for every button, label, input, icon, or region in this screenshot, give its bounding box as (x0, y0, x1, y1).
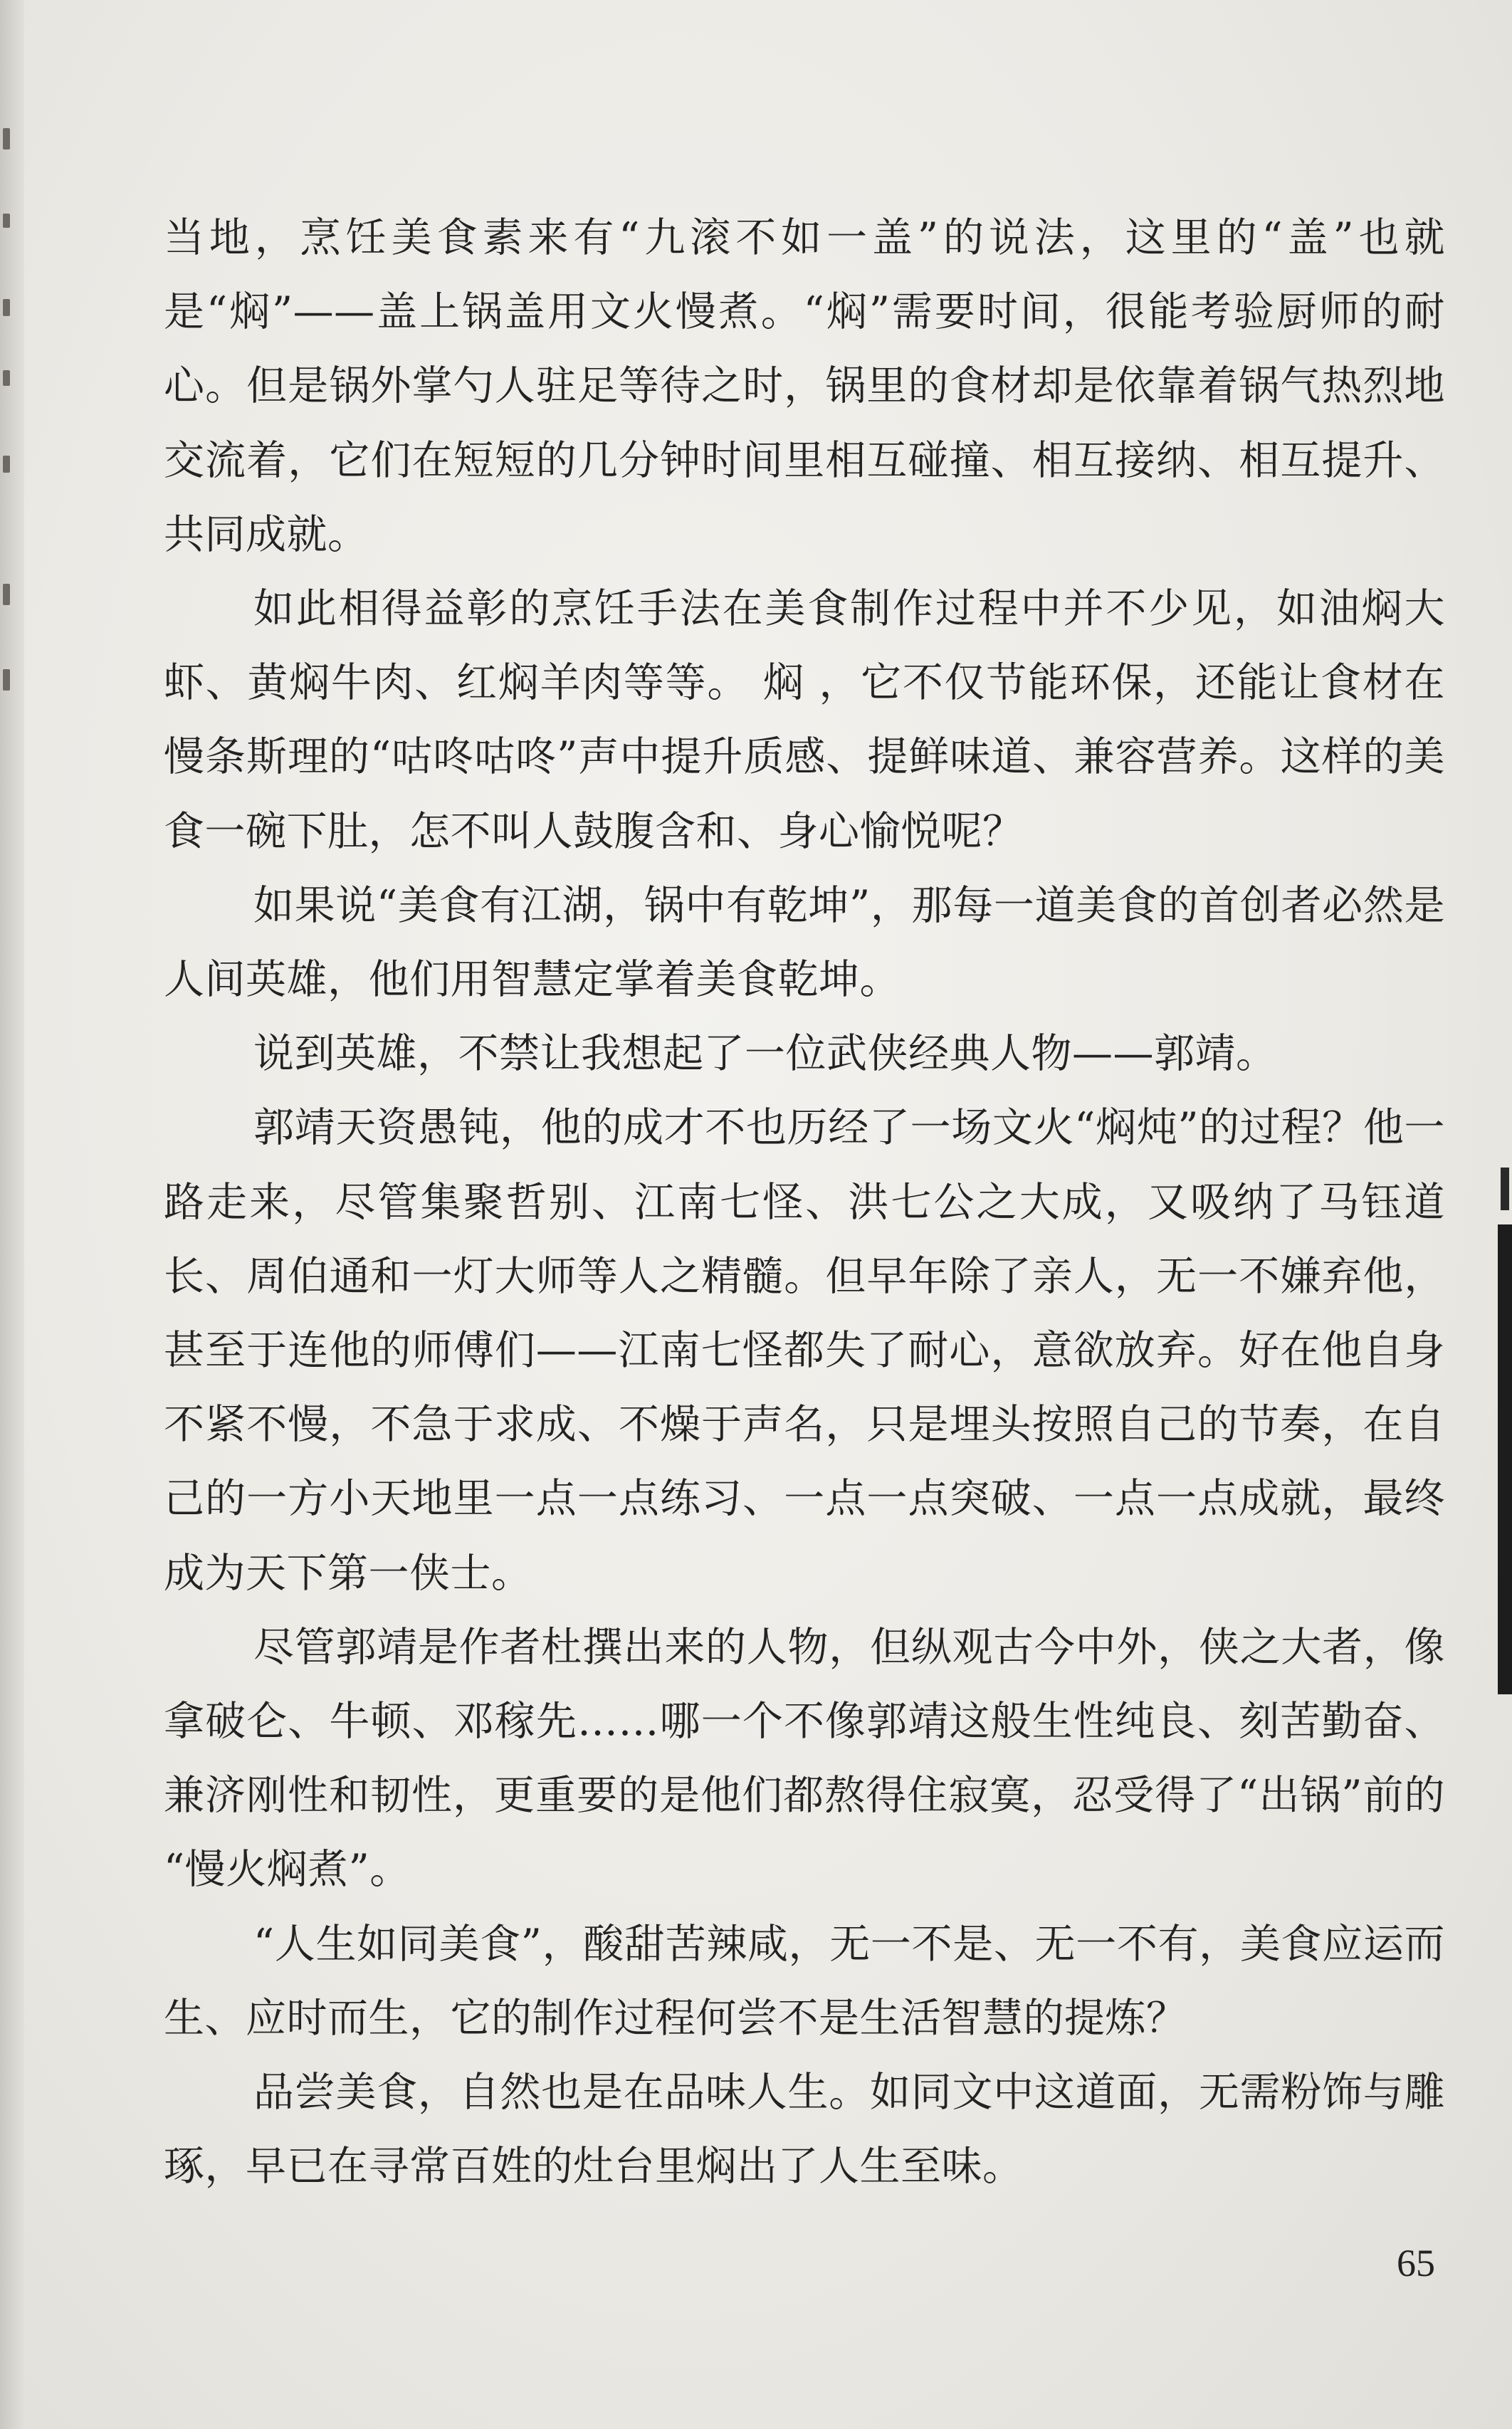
paragraph-1: 当地，烹饪美食素来有“九滚不如一盖”的说法，这里的“盖”也就是“焖”——盖上锅盖用文火慢煮。“焖”需要时间，很能考验厨师的耐心。但是锅外掌勺人驻足等待之时，锅里的食材却是依靠着锅气热烈地交流着，它们在短短的几分钟时间里相互碰撞、相互接纳、相互提升、共同成就。 (164, 214, 1445, 558)
paragraph-8: 品尝美食，自然也是在品味人生。如同文中这道面，无需粉饰与雕琢，早已在寻常百姓的灶台里焖出了人生至味。 (164, 2069, 1445, 2191)
gutter-mark (3, 128, 10, 149)
paragraph-4: 说到英雄，不禁让我想起了一位武侠经典人物——郭靖。 (253, 1030, 1277, 1078)
page-edge-tab (1498, 1224, 1512, 1694)
paragraph-7: “人生如同美食”，酸甜苦辣咸，无一不是、无一不有，美食应运而生、应时而生，它的制作过程何尝不是生活智慧的提炼？ (164, 1920, 1445, 2042)
paragraph-2: 如此相得益彰的烹饪手法在美食制作过程中并不少见，如油焖大虾、黄焖牛肉、红焖羊肉等等。 焖 ，它不仅节能环保，还能让食材在慢条斯理的“咕咚咕咚”声中提升质感、提鲜味道、兼容营养。这样的美食一碗下肚，怎不叫人鼓腹含和、身心愉悦呢？ (164, 585, 1445, 855)
gutter-mark (3, 456, 10, 473)
paragraph-3: 如果说“美食有江湖，锅中有乾坤”，那每一道美食的首创者必然是人间英雄，他们用智慧定掌着美食乾坤。 (164, 881, 1445, 1004)
page-edge-tab-upper (1501, 1168, 1509, 1210)
paragraph-5: 郭靖天资愚钝，他的成才不也历经了一场文火“焖炖”的过程？他一路走来，尽管集聚哲别、江南七怪、洪七公之大成，又吸纳了马钰道长、周伯通和一灯大师等人之精髓。但早年除了亲人，无一不嫌弃他，甚至于连他的师傅们——江南七怪都失了耐心，意欲放弃。好在他自身不紧不慢，不急于求成、不燥于声名，只是埋头按照自己的节奏，在自己的一方小天地里一点一点练习、一点一点突破、一点一点成就，最终成为天下第一侠士。 (164, 1104, 1445, 1597)
gutter-mark (3, 299, 10, 316)
gutter-mark (3, 669, 10, 691)
body-text (164, 201, 1445, 2203)
gutter-mark (3, 584, 10, 605)
page-number: 65 (1397, 2242, 1435, 2284)
gutter-mark (3, 214, 10, 228)
gutter-mark (3, 370, 10, 386)
paragraph-6: 尽管郭靖是作者杜撰出来的人物，但纵观古今中外，侠之大者，像拿破仑、牛顿、邓稼先……哪一个不像郭靖这般生性纯良、刻苦勤奋、兼济刚性和韧性，更重要的是他们都熬得住寂寞，忍受得了“出锅”前的 “慢火焖煮”。 (164, 1623, 1445, 1894)
previous-page-edge (0, 0, 24, 2429)
